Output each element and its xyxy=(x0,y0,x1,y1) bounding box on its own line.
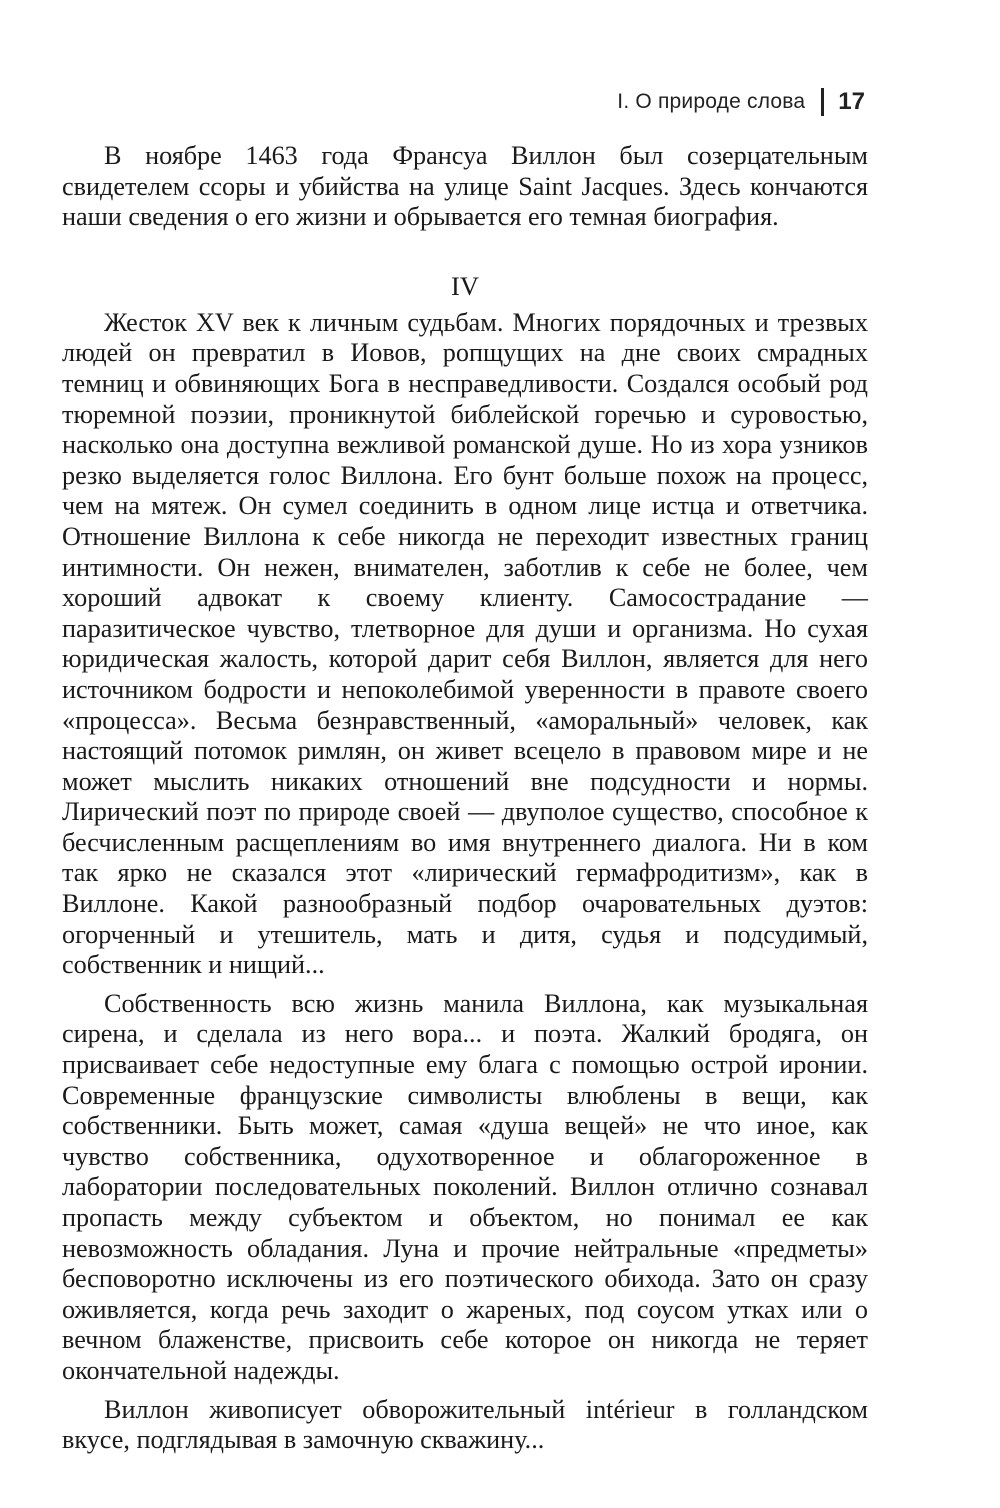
body-text xyxy=(62,141,868,1456)
paragraph-2: Жесток XV век к личным судьбам. Многих порядочных и трезвых людей он превратил в Иовов, ропщущих на дне своих смрадных темниц и обвиняющих Бога в несправедливости. Создался особый род тюремной поэзии, проникнутой библейской горечью и суровостью, насколько она доступна вежливой романской душе. Но из хора узников резко выделяется голос Виллона. Его бунт больше похож на процесс, чем на мятеж. Он сумел соединить в одном лице истца и ответчика. Отношение Виллона к себе никогда не переходит известных границ интимности. Он нежен, внимателен, заботлив к себе не более, чем хороший адвокат к своему клиенту. Самосострадание — паразитическое чувство, тлетворное для души и организма. Но сухая юридическая жалость, которой дарит себя Виллон, является для него источником бодрости и непоколебимой уверенности в правоте своего «процесса». Весьма безнравственный, «аморальный» человек, как настоящий потомок римлян, он живет всецело в правовом мире и не может мыслить никаких отношений вне подсудности и нормы. Лирический поэт по природе своей — двуполое существо, способное к бесчисленным расщеплениям во имя внутреннего диалога. Ни в ком так ярко не сказался этот «лирический гермафродитизм», как в Виллоне. Какой разнообразный подбор очаровательных дуэтов: огорченный и утешитель, мать и дитя, судья и подсудимый, собственник и нищий... xyxy=(62,307,868,980)
paragraph-4: Виллон живописует обворожительный intérieur в голландском вкусе, подглядывая в замочную скважину... xyxy=(62,1394,868,1455)
running-head-section: I. О природе слова xyxy=(617,90,806,113)
paragraph-3: Собственность всю жизнь манила Виллона, как музыкальная сирена, и сделала из него вора... и поэта. Жалкий бродяга, он присваивает себе недоступные ему блага с помощью острой иронии. Современные французские символисты влюблены в вещи, как собственники. Быть может, самая «душа вещей» не что иное, как чувство собственника, одухотворенное и облагороженное в лаборатории последовательных поколений. Виллон отлично сознавал пропасть между субъектом и объектом, но понимал ее как невозможность обладания. Луна и прочие нейтральные «предметы» бесповоротно исключены из его поэтического обихода. Зато он сразу оживляется, когда речь заходит о жареных, под соусом утках или о вечном блаженстве, присвоить себе которое он никогда не теряет окончательной надежды. xyxy=(62,988,868,1385)
running-head-divider xyxy=(821,88,824,116)
section-heading: IV xyxy=(451,270,479,301)
paragraph-gap xyxy=(62,1387,868,1395)
paragraph-gap xyxy=(62,981,868,989)
paragraph-1: В ноябре 1463 года Франсуа Виллон был созерцательным свидетелем ссоры и убийства на улице Saint Jacques. Здесь кончаются наши сведения о его жизни и обрывается его темная биография. xyxy=(62,141,868,232)
running-head xyxy=(617,88,865,116)
page-number: 17 xyxy=(838,88,865,115)
